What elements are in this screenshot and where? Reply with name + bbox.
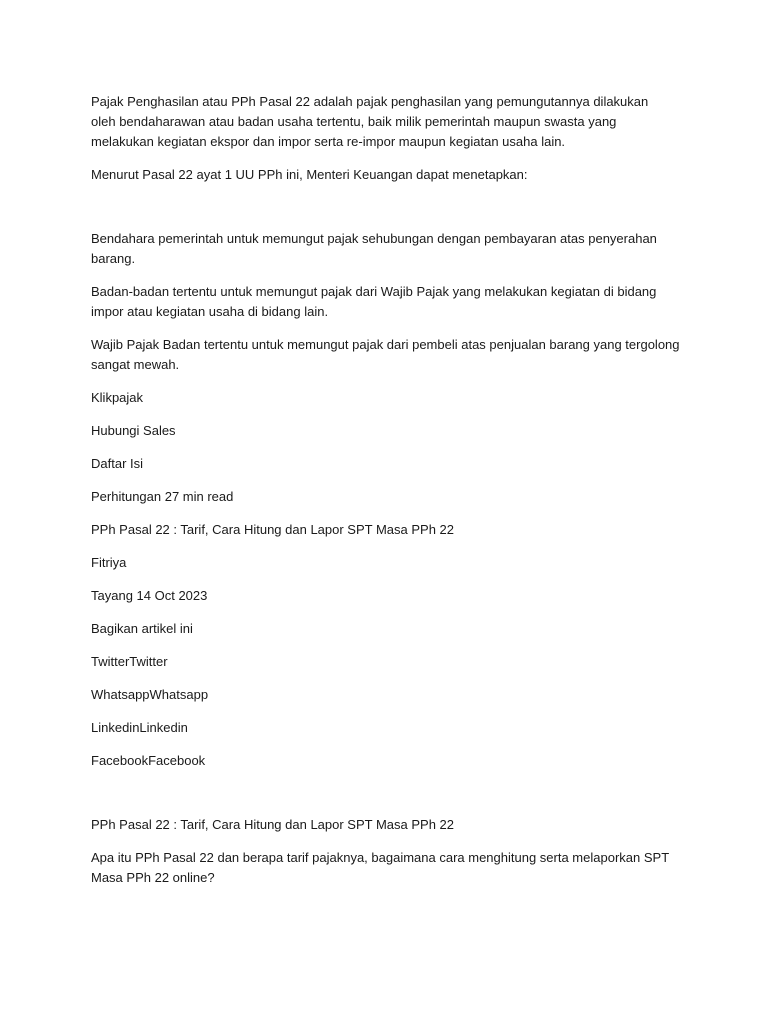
paragraph-menurut-pasal: Menurut Pasal 22 ayat 1 UU PPh ini, Menteri Keuangan dapat menetapkan: [91, 167, 528, 182]
spacer [91, 784, 691, 815]
text-daftar-isi: Daftar Isi [91, 456, 144, 471]
text-hubungi-sales: Hubungi Sales [91, 423, 176, 438]
publish-date: Tayang 14 Oct 2023 [91, 588, 208, 603]
share-whatsapp: WhatsappWhatsapp [91, 687, 209, 702]
list-item-bendahara: Bendahara pemerintah untuk memungut pajak sehubungan dengan pembayaran atas penyerahan barang. [91, 231, 657, 266]
article-lead: Apa itu PPh Pasal 22 dan berapa tarif pajaknya, bagaimana cara menghitung serta melaporkan SPT Masa PPh 22 online? [91, 850, 669, 885]
spacer [91, 198, 691, 229]
article-heading: PPh Pasal 22 : Tarif, Cara Hitung dan Lapor SPT Masa PPh 22 [91, 817, 455, 832]
text-category-readtime: Perhitungan 27 min read [91, 489, 234, 504]
intro-paragraph: Pajak Penghasilan atau PPh Pasal 22 adalah pajak penghasilan yang pemungutannya dilakukan oleh bendaharawan atau badan usaha tertentu, baik milik pemerintah maupun swasta yang melakukan kegiatan ekspor dan impor serta re-impor maupun kegiatan usaha lain. [91, 94, 649, 149]
share-linkedin: LinkedinLinkedin [91, 720, 188, 735]
author-name: Fitriya [91, 555, 127, 570]
article-title: PPh Pasal 22 : Tarif, Cara Hitung dan Lapor SPT Masa PPh 22 [91, 522, 455, 537]
document-body [91, 92, 691, 901]
share-label: Bagikan artikel ini [91, 621, 193, 636]
list-item-badan: Badan-badan tertentu untuk memungut pajak dari Wajib Pajak yang melakukan kegiatan di bidang impor atau kegiatan usaha di bidang lain. [91, 284, 657, 319]
text-klikpajak: Klikpajak [91, 390, 144, 405]
share-twitter: TwitterTwitter [91, 654, 168, 669]
share-facebook: FacebookFacebook [91, 753, 206, 768]
list-item-wajib-pajak: Wajib Pajak Badan tertentu untuk memungut pajak dari pembeli atas penjualan barang yang tergolong sangat mewah. [91, 337, 680, 372]
